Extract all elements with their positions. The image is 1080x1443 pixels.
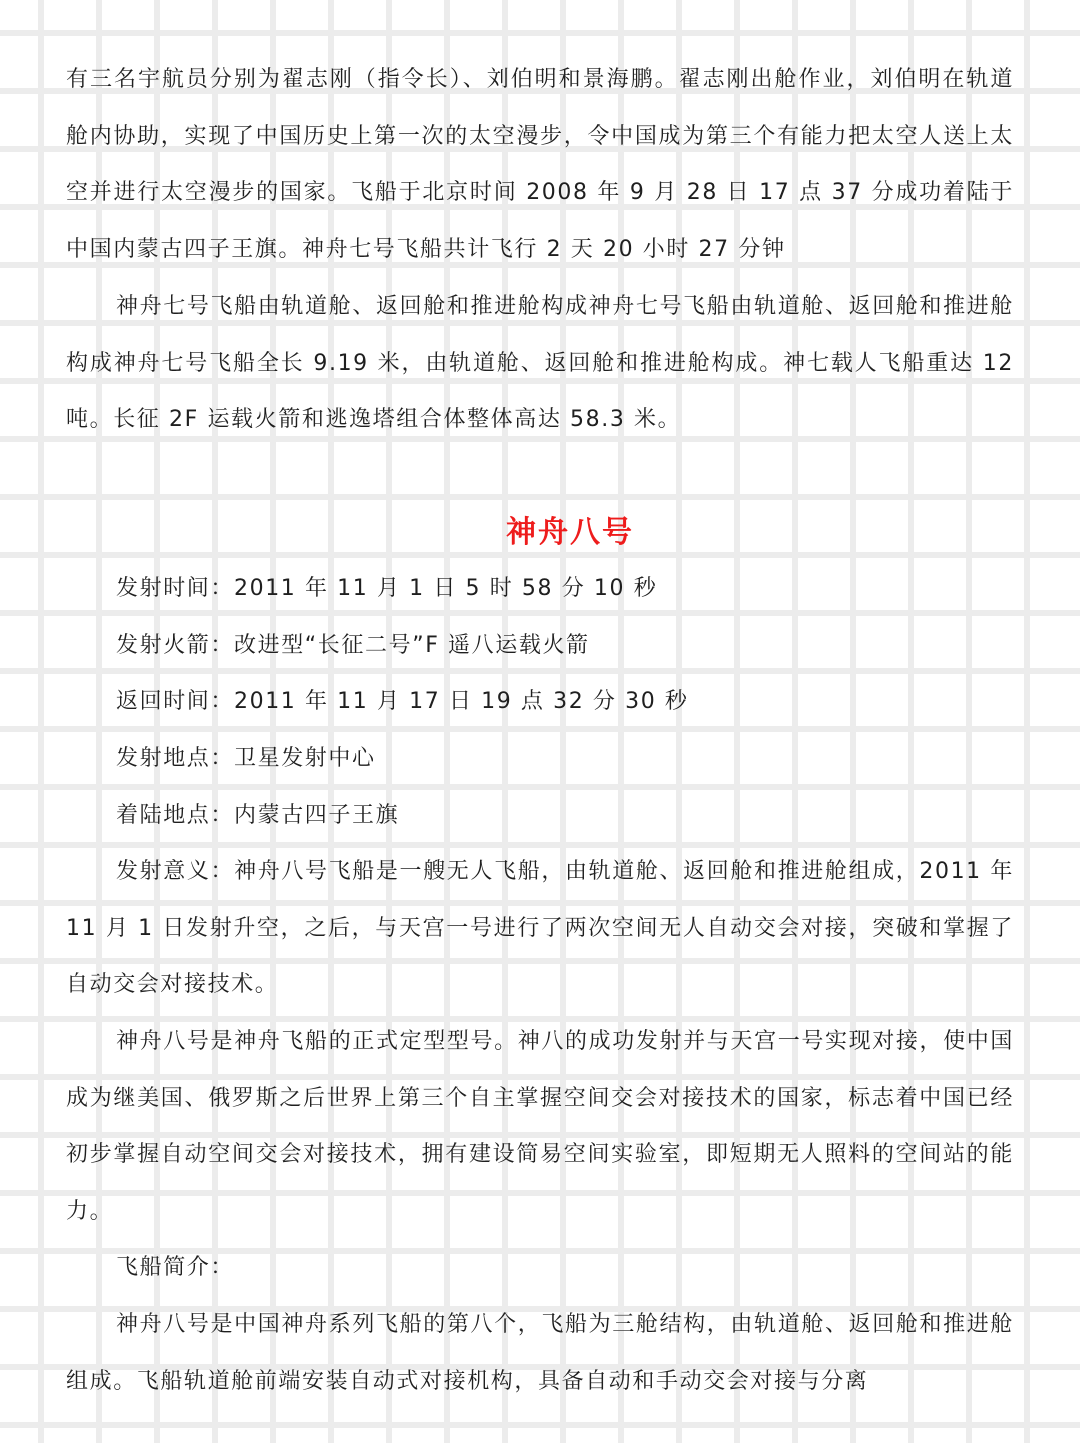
landing-site: 着陆地点：内蒙古四子王旗 — [116, 803, 400, 828]
launch-rocket: 发射火箭：改进型“长征二号”F 遥八运载火箭 — [116, 633, 590, 658]
intro-paragraph-shenzhou7-structure: 神舟七号飞船由轨道舱、返回舱和推进舱构成神舟七号飞船由轨道舱、返回舱和推进舱构成神舟七号飞船全长 9.19 米，由轨道舱、返回舱和推进舱构成。神七载人飞船重达 12 吨。长征 2F 运载火箭和逃逸塔组合体整体高达 58.3 米。 — [66, 294, 1014, 433]
return-time: 返回时间：2011 年 11 月 17 日 19 点 32 分 30 秒 — [116, 689, 689, 714]
launch-site: 发射地点：卫星发射中心 — [116, 746, 376, 771]
spacecraft-intro-paragraph: 神舟八号是中国神舟系列飞船的第八个，飞船为三舱结构，由轨道舱、返回舱和推进舱组成。飞船轨道舱前端安装自动式对接机构，具备自动和手动交会对接与分离 — [66, 1312, 1014, 1394]
launch-significance-paragraph: 发射意义：神舟八号飞船是一艘无人飞船，由轨道舱、返回舱和推进舱组成，2011 年 11 月 1 日发射升空，之后，与天宫一号进行了两次空间无人自动交会对接，突破和掌握了自动交会对接技术。 — [66, 859, 1014, 998]
intro-paragraph-shenzhou7-crew: 有三名宇航员分别为翟志刚（指令长）、刘伯明和景海鹏。翟志刚出舱作业，刘伯明在轨道舱内协助，实现了中国历史上第一次的太空漫步，令中国成为第三个有能力把太空人送上太空并进行太空漫步的国家。飞船于北京时间 2008 年 9 月 28 日 17 点 37 分成功着陆于中国内蒙古四子王旗。神舟七号飞船共计飞行 2 天 20 小时 27 分钟 — [66, 67, 1014, 262]
model-paragraph: 神舟八号是神舟飞船的正式定型型号。神八的成功发射并与天宫一号实现对接，使中国成为继美国、俄罗斯之后世界上第三个自主掌握空间交会对接技术的国家，标志着中国已经初步掌握自动空间交会对接技术，拥有建设简易空间实验室，即短期无人照料的空间站的能力。 — [66, 1029, 1014, 1224]
section-title: 神舟八号 — [506, 515, 634, 550]
launch-time: 发射时间：2011 年 11 月 1 日 5 时 58 分 10 秒 — [116, 576, 658, 601]
spacecraft-intro-label: 飞船简介： — [116, 1255, 235, 1280]
